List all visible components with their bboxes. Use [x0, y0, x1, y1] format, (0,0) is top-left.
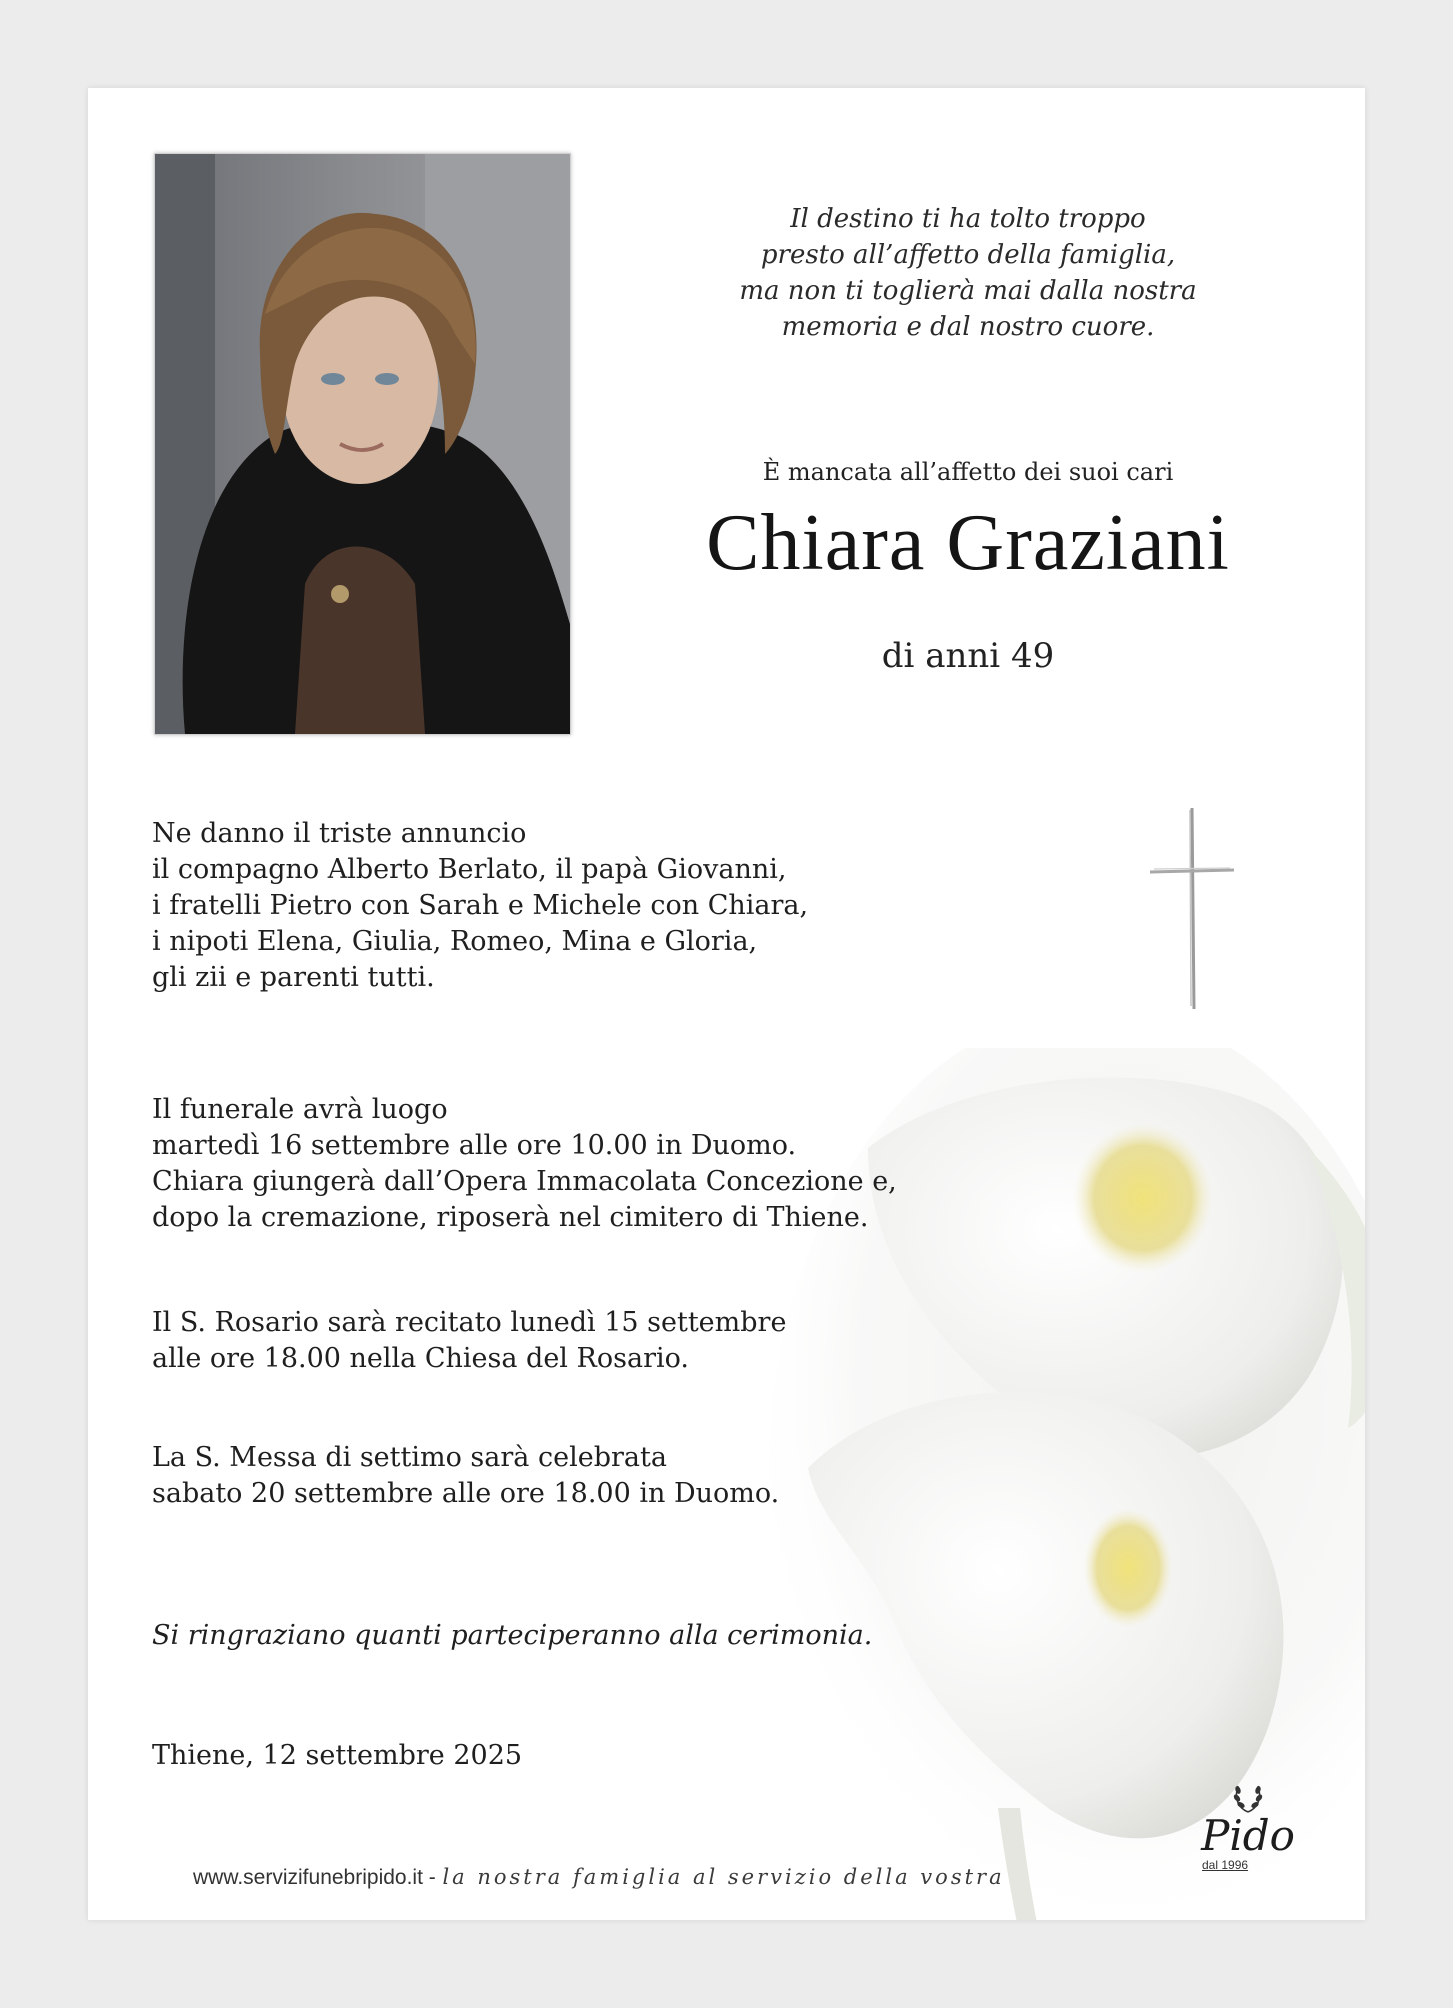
mourners-line: il compagno Alberto Berlato, il papà Giovanni, — [152, 854, 787, 885]
funeral-line: martedì 16 settembre alle ore 10.00 in Duomo. — [152, 1130, 797, 1161]
mass-line: sabato 20 settembre alle ore 18.00 in Duomo. — [152, 1478, 780, 1509]
mourners-line: gli zii e parenti tutti. — [152, 962, 435, 993]
funeral-line: Il funerale avrà luogo — [152, 1094, 448, 1125]
funeral-line: Chiara giungerà dall’Opera Immacolata Concezione e, — [152, 1166, 897, 1197]
website-link[interactable]: www.servizifunebripido.it - — [193, 1866, 436, 1889]
thanks-line: Si ringraziano quanti parteciperanno alla cerimonia. — [152, 1620, 873, 1651]
mass-line: La S. Messa di settimo sarà celebrata — [152, 1442, 667, 1473]
cross-icon — [1148, 806, 1236, 1011]
funeral-home-logo — [1198, 1778, 1298, 1872]
memorial-quote — [668, 201, 1268, 345]
mourners-line: i nipoti Elena, Giulia, Romeo, Mina e Gloria, — [152, 926, 758, 957]
funeral-line: dopo la cremazione, riposerà nel cimitero di Thiene. — [152, 1202, 869, 1233]
portrait-photo — [154, 153, 571, 735]
rosary-line: alle ore 18.00 nella Chiesa del Rosario. — [152, 1343, 689, 1374]
deceased-name: Chiara Graziani — [706, 499, 1230, 587]
quote-line: ma non ti toglierà mai dalla nostra — [739, 276, 1197, 306]
quote-line: presto all’affetto della famiglia, — [760, 240, 1176, 270]
rosary-line: Il S. Rosario sarà recitato lunedì 15 settembre — [152, 1307, 787, 1338]
logo-name: Pido — [1201, 1811, 1295, 1860]
mourners-line: Ne danno il triste annuncio — [152, 818, 527, 849]
logo-since: dal 1996 — [1202, 1858, 1249, 1872]
footer-motto: la nostra famiglia al servizio della vostra — [442, 1865, 1005, 1889]
mass-block — [152, 1440, 1052, 1512]
announcement-intro: È mancata all’affetto dei suoi cari — [762, 458, 1174, 486]
footer — [193, 1865, 1005, 1890]
deceased-age: di anni 49 — [881, 636, 1055, 676]
mourners-line: i fratelli Pietro con Sarah e Michele con Chiara, — [152, 890, 809, 921]
rosary-block — [152, 1305, 1052, 1377]
quote-line: memoria e dal nostro cuore. — [781, 312, 1155, 342]
mourners-block — [152, 816, 1052, 996]
quote-line: Il destino ti ha tolto troppo — [790, 204, 1146, 234]
funeral-block — [152, 1092, 1052, 1236]
obituary-card — [88, 88, 1365, 1920]
place-date: Thiene, 12 settembre 2025 — [152, 1740, 523, 1771]
